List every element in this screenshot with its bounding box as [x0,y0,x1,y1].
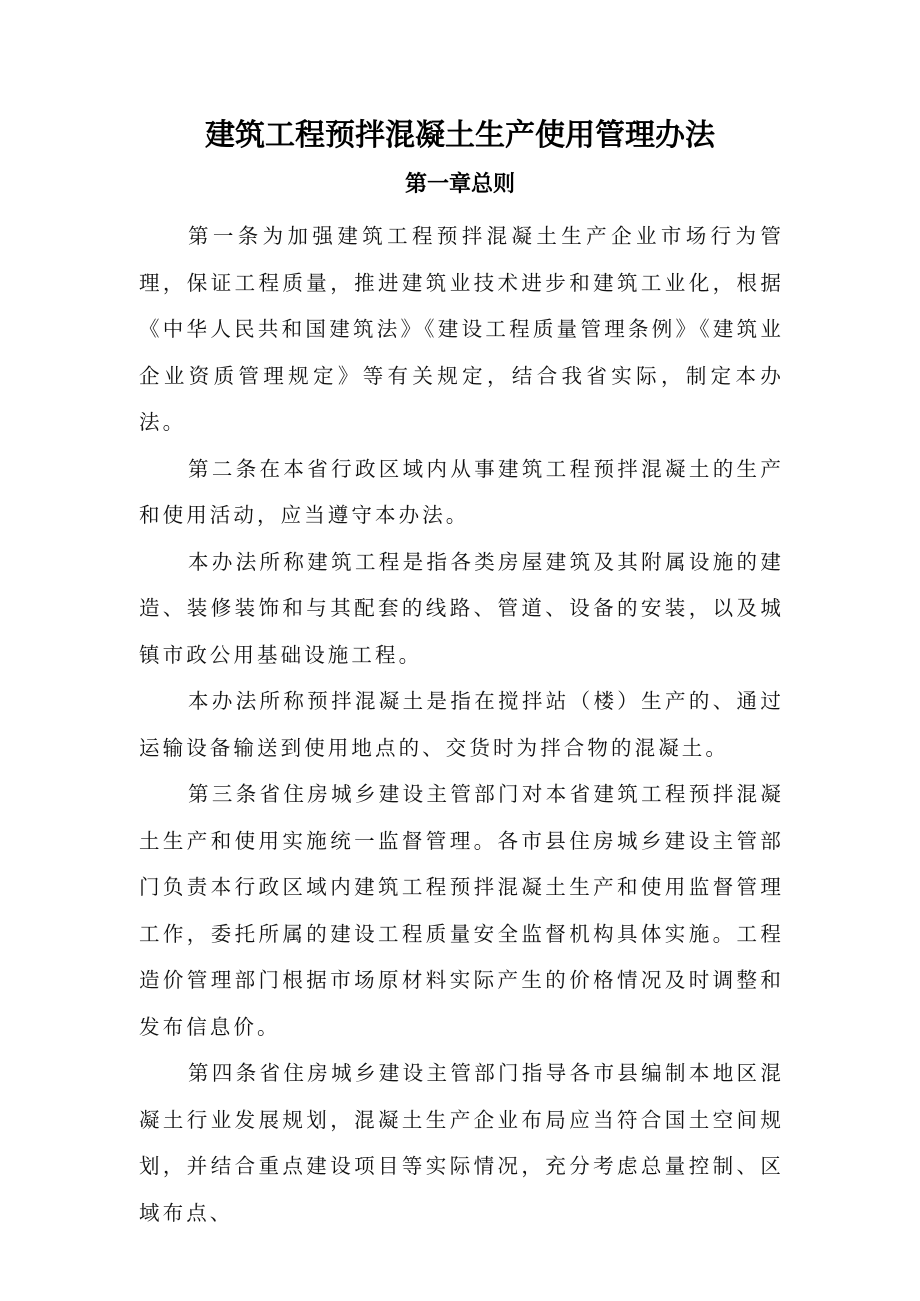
paragraph-article-4: 第四条省住房城乡建设主管部门指导各市县编制本地区混凝土行业发展规划，混凝土生产企业布局应当符合国土空间规划，并结合重点建设项目等实际情况，充分考虑总量控制、区域布点、 [139,1061,784,1225]
paragraph-article-2: 第二条在本省行政区域内从事建筑工程预拌混凝土的生产和使用活动，应当遵守本办法。 [139,456,784,527]
document-body [139,213,784,1236]
chapter-heading: 第一章总则 [404,172,515,197]
paragraph-article-3: 第三条省住房城乡建设主管部门对本省建筑工程预拌混凝土生产和使用实施统一监督管理。各市县住房城乡建设主管部门负责本行政区域内建筑工程预拌混凝土生产和使用监督管理工作，委托所属的建设工程质量安全监督机构具体实施。工程造价管理部门根据市场原材料实际产生的价格情况及时调整和发布信息价。 [139,782,784,1039]
document-title: 建筑工程预拌混凝土生产使用管理办法 [205,118,715,153]
paragraph-definition-construction: 本办法所称建筑工程是指各类房屋建筑及其附属设施的建造、装修装饰和与其配套的线路、管道、设备的安装，以及城镇市政公用基础设施工程。 [139,549,784,667]
paragraph-article-1: 第一条为加强建筑工程预拌混凝土生产企业市场行为管理，保证工程质量，推进建筑业技术进步和建筑工业化，根据《中华人民共和国建筑法》《建设工程质量管理条例》《建筑业企业资质管理规定》等有关规定，结合我省实际，制定本办法。 [139,224,784,434]
paragraph-definition-concrete: 本办法所称预拌混凝土是指在搅拌站（楼）生产的、通过运输设备输送到使用地点的、交货时为拌合物的混凝土。 [139,689,784,760]
